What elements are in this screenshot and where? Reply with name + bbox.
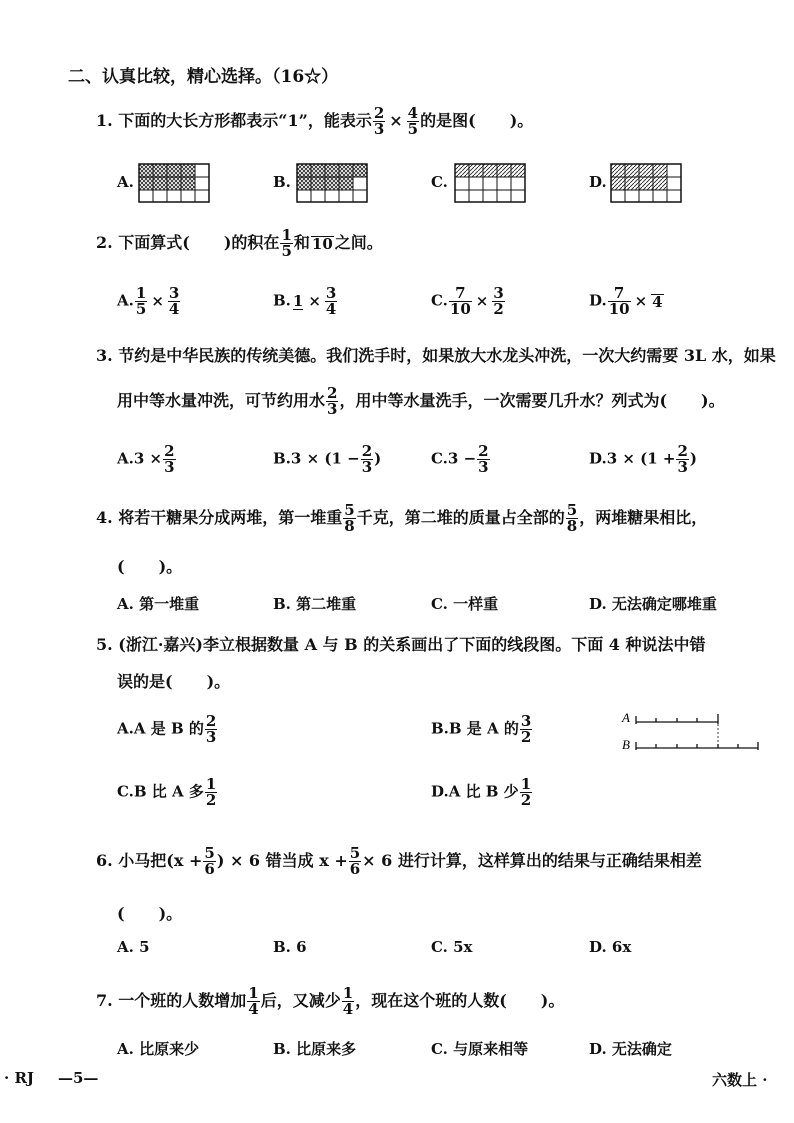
q4-option-a[interactable]: A. 第一堆重 <box>117 595 200 613</box>
line-segment-diagram <box>620 708 770 756</box>
page-number: —5— <box>58 1069 99 1087</box>
q2-option-c[interactable]: C. $\frac{7}{10}$ × $\frac{3}{2}$ <box>431 284 504 318</box>
q7-option-a[interactable]: A. 比原来少 <box>117 1040 200 1058</box>
q2-option-b[interactable]: B. 1 × $\frac{3}{4}$ <box>273 284 337 318</box>
q5-option-b[interactable]: B.B 是 A 的 $\frac{3}{2}$ <box>431 712 532 746</box>
footer-left: · RJ <box>4 1069 35 1087</box>
q1-option-c[interactable]: C. <box>431 173 448 191</box>
q2-option-a[interactable]: A. $\frac{1}{5}$ × $\frac{3}{4}$ <box>117 284 180 318</box>
diagram-label-b: B <box>622 737 630 752</box>
q6-option-a[interactable]: A. 5 <box>117 938 150 956</box>
question-5-line2: 误的是( )。 <box>117 672 231 691</box>
fraction: $\frac{2}{3}$ <box>373 104 385 138</box>
q4-option-c[interactable]: C. 一样重 <box>431 595 499 613</box>
segment-a <box>636 714 718 724</box>
q1-option-d[interactable]: D. <box>589 173 607 191</box>
question-3-line2: 用中等水量冲洗，可节约用水 $\frac{2}{3}$ ，用中等水量洗手，一次需要几升水？列式为( )。 <box>117 384 725 418</box>
q6-option-b[interactable]: B. 6 <box>273 938 307 956</box>
diagram-label-a: A <box>622 710 630 725</box>
grid-figure-c <box>454 163 526 203</box>
question-4: 4. 将若干糖果分成两堆，第一堆重 $\frac{5}{8}$ 千克，第二堆的质量占全部的 $\frac{5}{8}$ ，两堆糖果相比， <box>96 501 708 535</box>
q5-option-c[interactable]: C.B 比 A 多 $\frac{1}{2}$ <box>117 775 217 809</box>
section-title: 二、认真比较，精心选择。（16☆） <box>68 67 339 87</box>
q7-option-d[interactable]: D. 无法确定 <box>589 1040 672 1058</box>
q3-option-b[interactable]: B.3 × (1 − $\frac{2}{3}$ ) <box>273 442 382 476</box>
question-3: 3. 节约是中华民族的传统美德。我们洗手时，如果放大水龙头冲洗，一次大约需要 3L 水，如果 <box>96 346 776 365</box>
q4-option-b[interactable]: B. 第二堆重 <box>273 595 357 613</box>
q1-option-b[interactable]: B. <box>273 173 291 191</box>
q1-option-a[interactable]: A. <box>117 173 134 191</box>
question-7: 7. 一个班的人数增加 $\frac{1}{4}$ 后，又减少 $\frac{1}{4}$ ，现在这个班的人数( )。 <box>96 984 565 1018</box>
fraction: $\frac{1}{5}$ <box>281 226 292 260</box>
grid-figure-b <box>296 163 368 203</box>
q6-option-c[interactable]: C. 5x <box>431 938 473 956</box>
q7-option-c[interactable]: C. 与原来相等 <box>431 1040 529 1058</box>
fraction: $\frac{4}{5}$ <box>407 104 419 138</box>
q5-option-a[interactable]: A.A 是 B 的 $\frac{2}{3}$ <box>117 712 217 746</box>
question-number: 1. <box>96 111 113 130</box>
grid-figure-d <box>610 163 682 203</box>
question-6-line2: ( )。 <box>117 904 183 923</box>
footer-right: 六数上 · <box>712 1071 768 1089</box>
q2-option-d[interactable]: D. $\frac{7}{10}$ × 4 <box>589 284 663 318</box>
q6-option-d[interactable]: D. 6x <box>589 938 632 956</box>
question-2: 2. 下面算式( )的积在 $\frac{1}{5}$ 和 10 之间。 <box>96 226 383 260</box>
question-6: 6. 小马把(x + $\frac{5}{6}$ ) × 6 错当成 x + $\frac{5}{6}$ × 6 进行计算，这样算出的结果与正确结果相差 <box>96 844 702 878</box>
q3-option-a[interactable]: A.3 × $\frac{2}{3}$ <box>117 442 175 476</box>
q7-option-b[interactable]: B. 比原来多 <box>273 1040 357 1058</box>
grid-figure-a <box>138 163 210 203</box>
question-5: 5. (浙江·嘉兴)李立根据数量 A 与 B 的关系画出了下面的线段图。下面 4 种说法中错 <box>96 635 706 654</box>
question-1: 1. 下面的大长方形都表示“1”，能表示 $\frac{2}{3}$ × $\frac{4}{5}$ 的是图( )。 <box>96 104 534 138</box>
segment-b <box>636 742 758 750</box>
q4-option-d[interactable]: D. 无法确定哪堆重 <box>589 595 717 613</box>
q3-option-d[interactable]: D.3 × (1 + $\frac{2}{3}$ ) <box>589 442 698 476</box>
q3-option-c[interactable]: C.3 − $\frac{2}{3}$ <box>431 442 489 476</box>
q1-text: 下面的大长方形都表示“1”，能表示 <box>118 111 372 130</box>
q5-option-d[interactable]: D.A 比 B 少 $\frac{1}{2}$ <box>431 775 532 809</box>
question-4-line2: ( )。 <box>117 557 183 576</box>
fraction: 10 <box>311 234 333 253</box>
